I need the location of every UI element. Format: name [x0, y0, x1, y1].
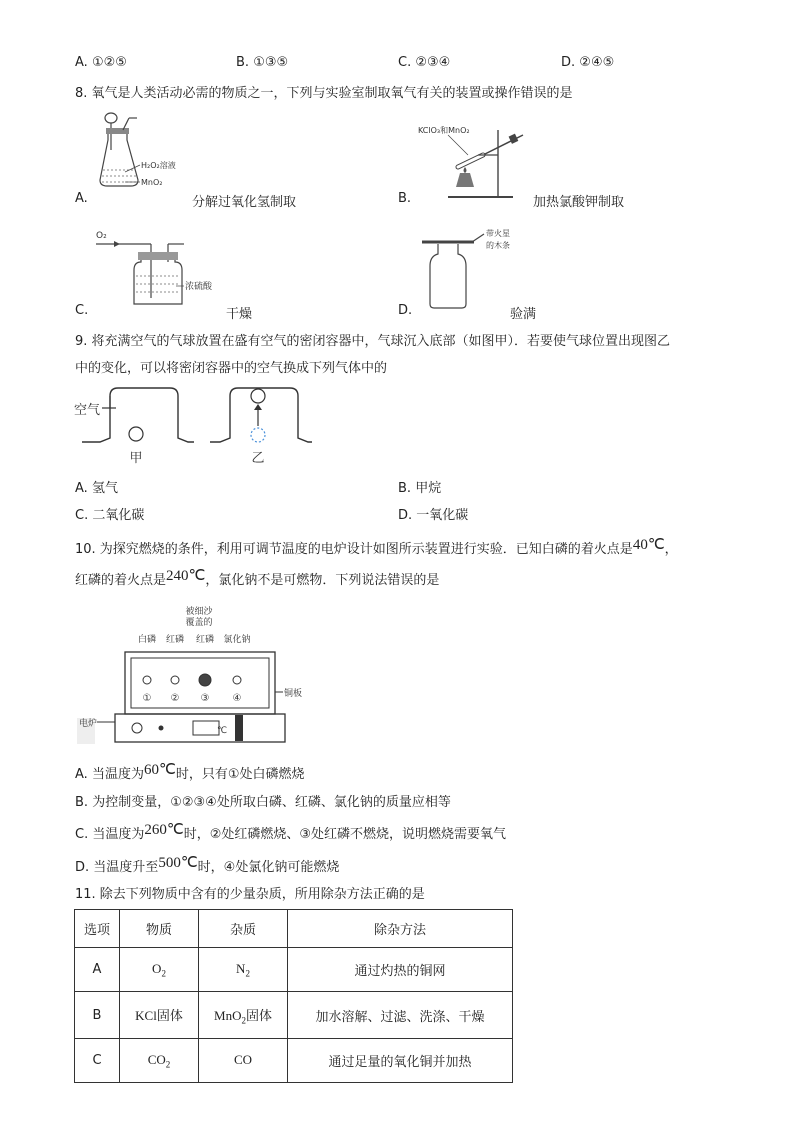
- q8-b-label: KClO₃和MnO₂: [418, 126, 470, 135]
- q9-option-a: A. 氢气: [75, 481, 118, 496]
- q8-option-c-letter: C.: [75, 303, 89, 318]
- q9-balloon-a: [129, 427, 143, 441]
- q8-option-a-caption: 分解过氧化氢制取: [192, 195, 297, 210]
- q10-num-2: ②: [170, 693, 180, 704]
- q9-option-c: C. 二氧化碳: [75, 508, 145, 523]
- q10-stem-line1: 10. 为探究燃烧的条件，利用可调节温度的电炉设计如图所示装置进行实验．已知白磷的着火点是40℃，: [75, 537, 678, 557]
- q10-stem-line2: 红磷的着火点是240℃，氯化钠不是可燃物．下列说法错误的是: [75, 568, 440, 588]
- q8-option-c-caption: 干燥: [226, 307, 253, 322]
- q10-figure: [75, 602, 315, 748]
- col-header-method: 除杂方法: [288, 910, 513, 948]
- q8-a-label-h2o2: H₂O₂溶液: [141, 161, 176, 170]
- q10-knob: [132, 723, 142, 733]
- q9-stem-line1: 9. 将充满空气的气球放置在盛有空气的密闭容器中，气球沉入底部（如图甲）．若要使气球位置出现图乙: [75, 334, 671, 349]
- table-row: A $O_2$ $N_2$ 通过灼热的铜网: [75, 948, 513, 992]
- q10-option-d: D. 当温度升至500℃时，④处氯化钠可能燃烧: [75, 855, 340, 875]
- q8-figure-b: [418, 115, 533, 203]
- q10-temp-white-p: 40℃: [632, 537, 665, 553]
- q10-sub-2: 红磷: [165, 635, 185, 645]
- q10-display: [193, 721, 219, 735]
- q8-option-b-letter: B.: [398, 191, 412, 206]
- table-row: C $CO_2$ CO 通过足量的氧化铜并加热: [75, 1039, 513, 1083]
- q10-unit: ℃: [217, 726, 228, 736]
- q7-option-c: C. ②③④: [398, 55, 451, 70]
- q10-sub-4: 氯化钠: [223, 635, 251, 645]
- q10-sub-3: 红磷: [195, 635, 215, 645]
- q8-d-label-2: 的木条: [486, 241, 510, 250]
- q9-air-label: 空气: [74, 403, 101, 418]
- q8-figure-a: [95, 108, 190, 198]
- q10-spot-3: [199, 674, 211, 686]
- table-header-row: [75, 910, 513, 948]
- q8-d-label-1: 带火星: [486, 229, 510, 238]
- q8-figure-c: [96, 226, 216, 308]
- table-row: B KCl固体 MnO$_2$固体 加水溶解、过滤、洗涤、干燥: [75, 992, 513, 1039]
- q7-option-b: B. ①③⑤: [236, 55, 289, 70]
- q10-note-1: 被细沙: [185, 607, 213, 617]
- q10-copper-label: 铜板: [284, 689, 303, 699]
- q8-option-d-caption: 验满: [510, 307, 537, 322]
- q9-figure: [72, 382, 317, 467]
- q9-label-a: 甲: [129, 451, 143, 466]
- col-header-option: 选项: [75, 910, 120, 948]
- q10-option-b: B. 为控制变量，①②③④处所取白磷、红磷、氯化钠的质量应相等: [75, 795, 451, 810]
- q10-num-1: ①: [142, 693, 152, 704]
- q8-c-label-acid: 浓硫酸: [185, 282, 213, 292]
- q9-option-d: D. 一氧化碳: [398, 508, 469, 523]
- q9-option-b: B. 甲烷: [398, 481, 442, 496]
- q7-option-a: A. ①②⑤: [75, 55, 127, 70]
- q8-figure-d: [420, 222, 520, 312]
- q10-sub-1: 白磷: [137, 635, 157, 645]
- q8-c-label-o2: O₂: [96, 231, 107, 241]
- q10-note-2: 覆盖的: [185, 618, 213, 628]
- q7-option-d: D. ②④⑤: [561, 55, 615, 70]
- col-header-substance: 物质: [120, 910, 199, 948]
- q10-temp-red-p: 240℃: [166, 568, 206, 584]
- q11-table: [74, 909, 513, 1083]
- q10-num-4: ④: [232, 693, 242, 704]
- q10-spot-1: [143, 676, 151, 684]
- q10-option-c: C. 当温度为260℃时，②处红磷燃烧、③处红磷不燃烧，说明燃烧需要氧气: [75, 822, 507, 842]
- q8-a-label-mno2: MnO₂: [141, 178, 163, 187]
- q10-furnace-label: 电炉: [79, 719, 98, 729]
- q10-option-a: A. 当温度为60℃时，只有①处白磷燃烧: [75, 762, 305, 782]
- q9-balloon-b: [251, 389, 265, 403]
- q8-option-a-letter: A.: [75, 191, 88, 206]
- q10-num-3: ③: [200, 693, 210, 704]
- q9-label-b: 乙: [251, 451, 265, 466]
- q9-stem-line2: 中的变化，可以将密闭容器中的空气换成下列气体中的: [75, 361, 388, 376]
- q8-stem: 8. 氧气是人类活动必需的物质之一，下列与实验室制取氧气有关的装置或操作错误的是: [75, 86, 573, 101]
- q10-spot-4: [233, 676, 241, 684]
- q11-stem: 11. 除去下列物质中含有的少量杂质，所用除杂方法正确的是: [75, 887, 425, 902]
- q10-indicator: [159, 726, 164, 731]
- col-header-impurity: 杂质: [199, 910, 288, 948]
- q8-option-b-caption: 加热氯酸钾制取: [533, 195, 625, 210]
- q8-option-d-letter: D.: [398, 303, 413, 318]
- q10-spot-2: [171, 676, 179, 684]
